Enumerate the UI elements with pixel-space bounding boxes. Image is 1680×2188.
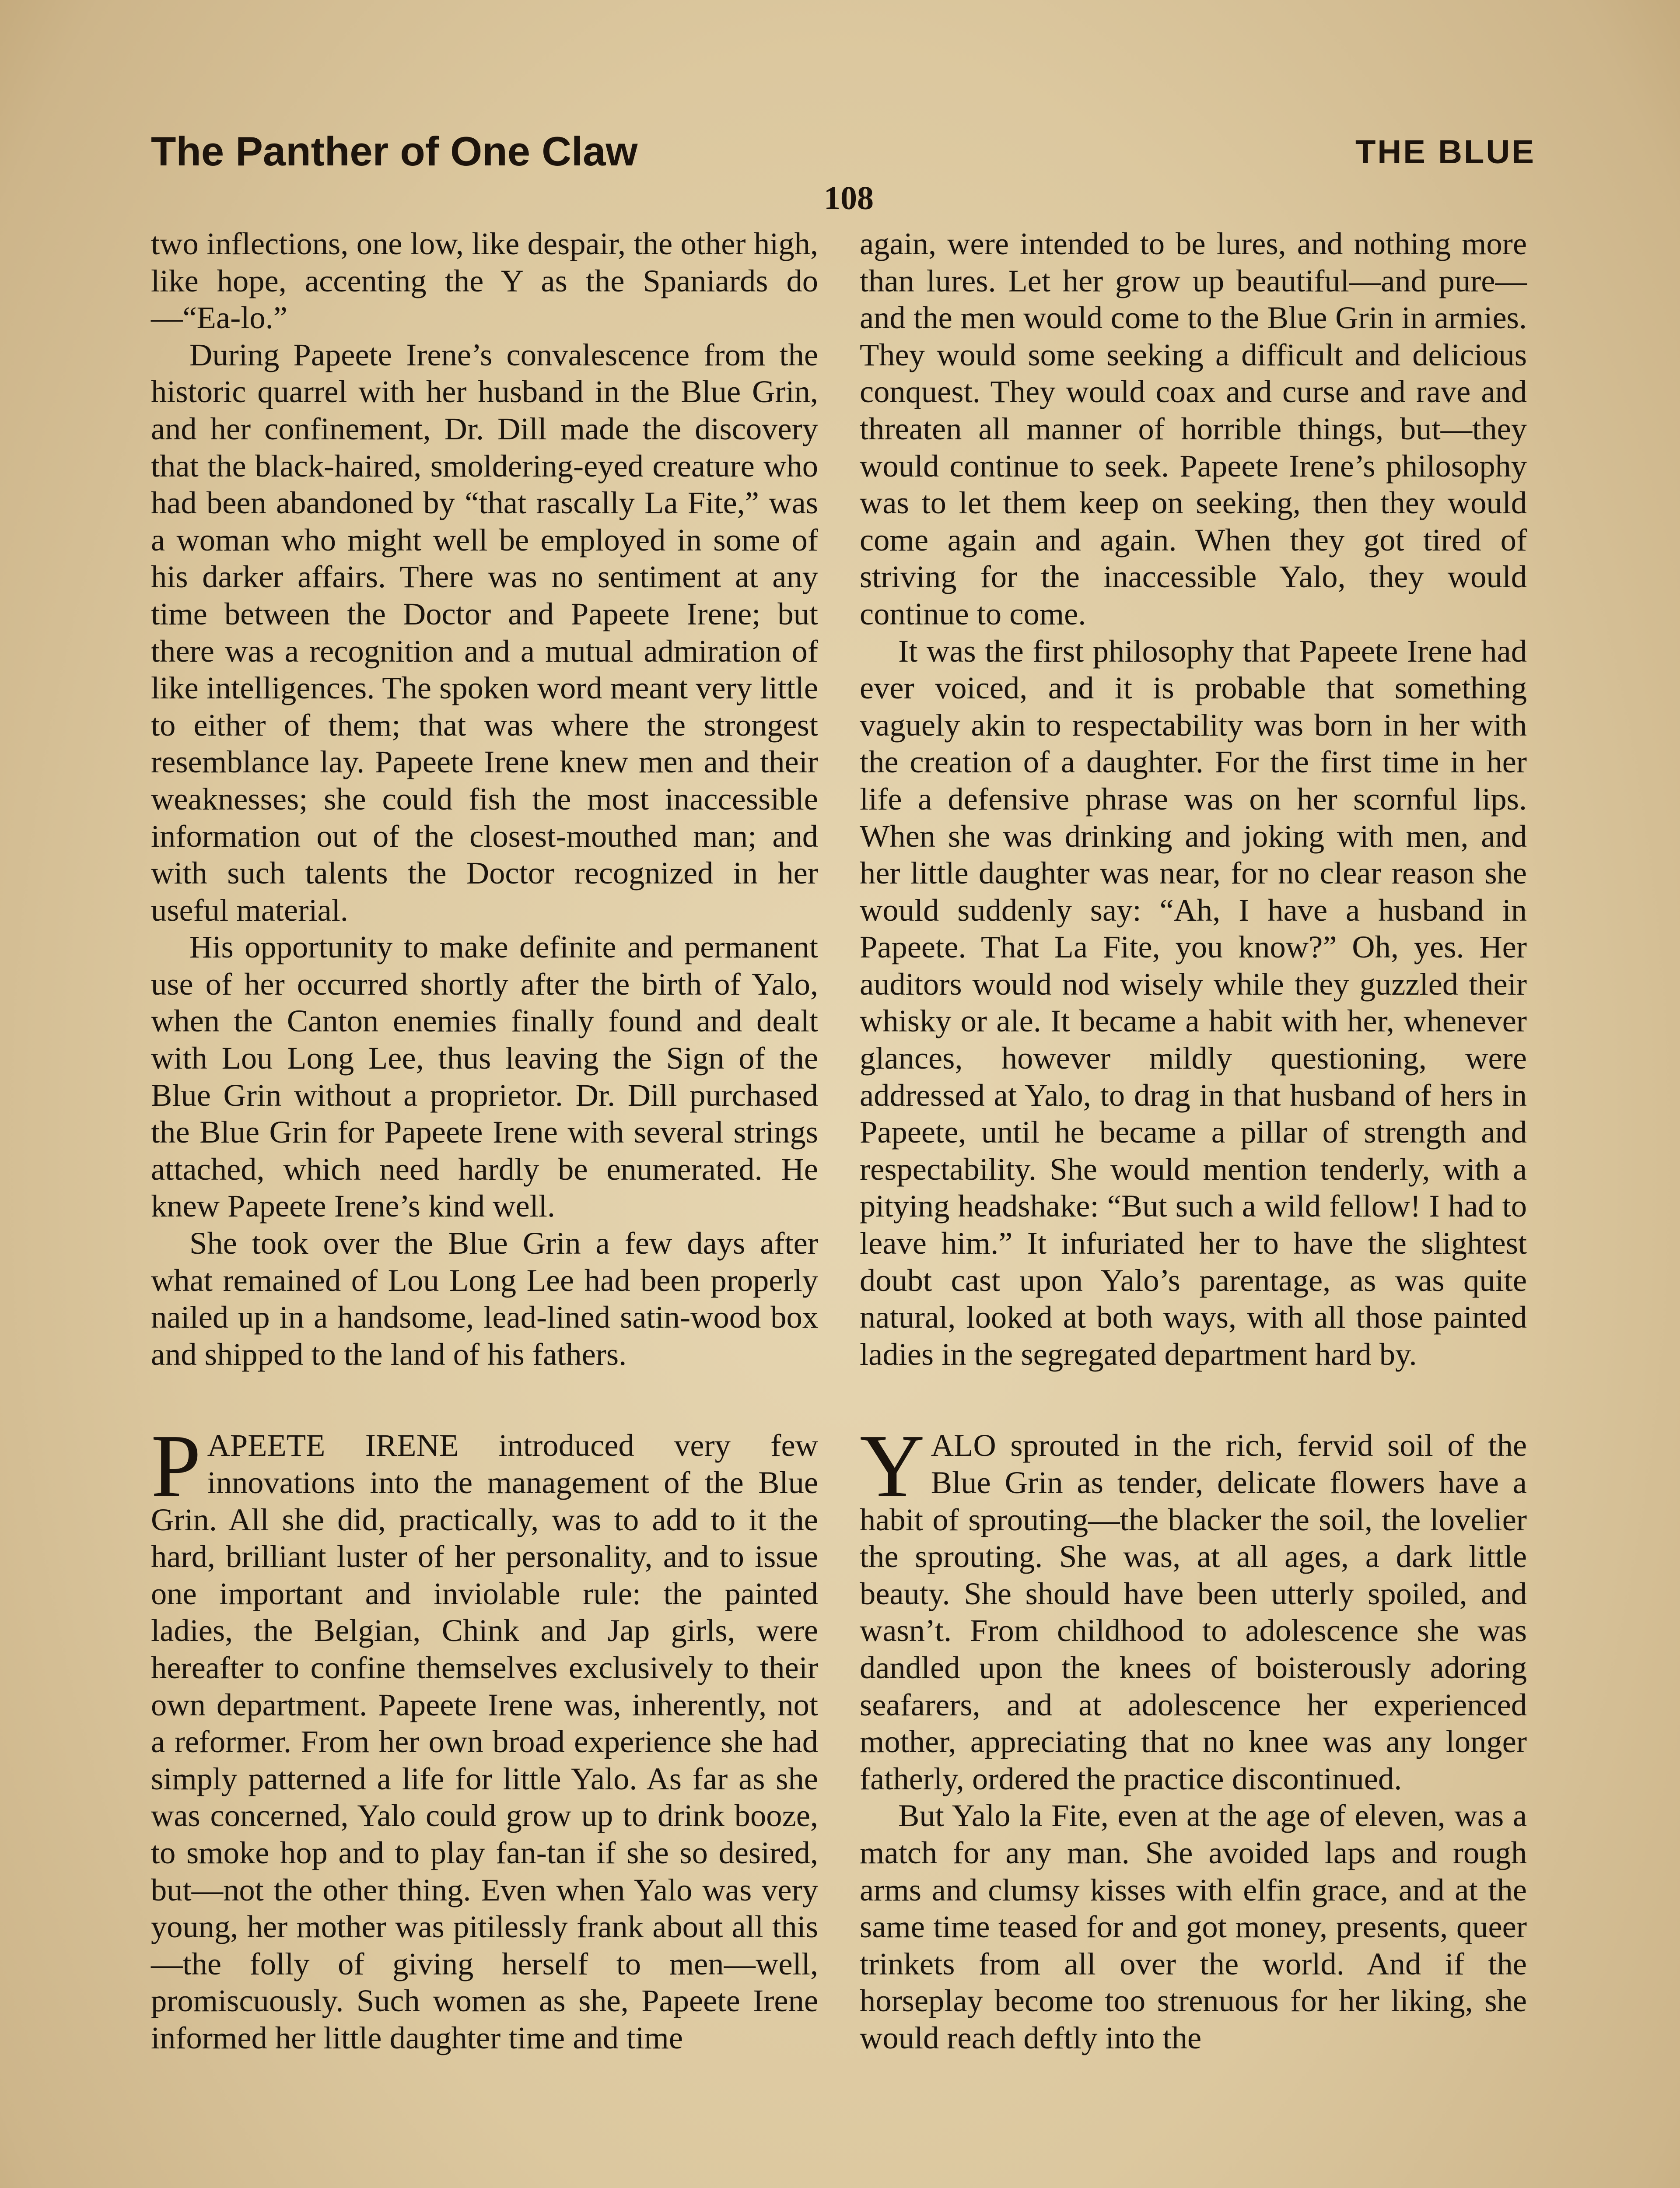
paragraph: During Papeete Irene’s convalescence from the historic quarrel with her husband in the Blue Grin, and her confinement, Dr. Dill made the discovery that the black-haired, smoldering-eyed creature who had been abandoned by “that rascally La Fite,” was a woman who might well be employed in some of his darker affairs. There was no sentiment at any time between the Doctor and Papeete Irene; but there was a recognition and a mutual admiration of like intelligences. The spoken word meant very little to either of them; that was where the strongest resemblance lay. Papeete Irene knew men and their weaknesses; she could fish the most inaccessible information out of the closest-mouthed man; and with such talents the Doctor recognized in her useful material. <box>151 337 818 928</box>
section-text: sprouted in the rich, fervid soil of the Blue Grin as tender, delicate flowers have a habit of sprouting—the blacker the soil, the lovelier the sprouting. She was, at all ages, a dark little beauty. She should have been utterly spoiled, and wasn’t. From childhood to adolescence she was dandled upon the knees of boisterously adoring seafarers, and at adolescence her experienced mother, appreciating that no knee was any longer fatherly, ordered the practice discontinued. <box>860 1427 1527 1796</box>
paragraph: She took over the Blue Grin a few days after what remained of Lou Long Lee had been properly nailed up in a handsome, lead-lined satin-wood box and shipped to the land of his fathers. <box>151 1225 818 1372</box>
magazine-title: THE BLUE <box>1355 133 1536 171</box>
drop-cap: Y <box>860 1416 925 1516</box>
section-text: introduced very few innovations into the management of the Blue Grin. All she did, practically, was to add to it the hard, brilliant luster of her personality, and to issue one important and inviolable rule: the painted ladies, the Belgian, Chink and Jap girls, were hereafter to confine themselves exclusively to their own department. Papeete Irene was, inherently, not a reformer. From her own broad experience she had simply patterned a life for little Yalo. As far as she was concerned, Yalo could grow up to drink booze, to smoke hop and to play fan-tan if she so desired, but—not the other thing. Even when Yalo was very young, her mother was pitilessly frank about all this—the folly of giving herself to men—well, promiscuously. Such women as she, Papeete Irene informed her little daughter time and time <box>151 1427 818 2055</box>
paragraph: again, were intended to be lures, and nothing more than lures. Let her grow up beautiful—and pure—and the men would come to the Blue Grin in armies. They would some seeking a difficult and delicious conquest. They would coax and curse and rave and threaten all manner of horrible things, but—they would continue to seek. Papeete Irene’s philosophy was to let them keep on seeking, then they would come again and again. When they got tired of striving for the inaccessible Yalo, they would continue to come. <box>860 226 1527 631</box>
drop-cap: P <box>151 1416 201 1516</box>
running-title: The Panther of One Claw <box>151 128 638 174</box>
lead-in: ALO <box>931 1427 996 1463</box>
page-number: 108 <box>824 180 874 217</box>
right-column <box>860 225 1527 2057</box>
paragraph: two inflections, one low, like despair, the other high, like hope, accenting the Y as the Spaniards do—“Ea-lo.” <box>151 226 818 336</box>
paragraph: His opportunity to make definite and permanent use of her occurred shortly after the birth of Yalo, when the Canton enemies finally found and dealt with Lou Long Lee, thus leaving the Sign of the Blue Grin without a proprietor. Dr. Dill purchased the Blue Grin for Papeete Irene with several strings attached, which need hardly be enumerated. He knew Papeete Irene’s kind well. <box>151 929 818 1224</box>
section-paragraph <box>151 1416 818 2056</box>
paragraph: It was the first philosophy that Papeete Irene had ever voiced, and it is probable that something vaguely akin to respectability was born in her with the creation of a daughter. For the first time in her life a defensive phrase was on her scornful lips. When she was drinking and joking with men, and her little daughter was near, for no clear reason she would suddenly say: “Ah, I have a husband in Papeete. That La Fite, you know?” Oh, yes. Her auditors would nod wisely while they guzzled their whisky or ale. It became a habit with her, whenever glances, however mildly questioning, were addressed at Yalo, to drag in that husband of hers in Papeete, until he became a pillar of strength and respectability. She would mention tenderly, with a pitying headshake: “But such a wild fellow! I had to leave him.” It infuriated her to have the slightest doubt cast upon Yalo’s parentage, as was quite natural, looked at both ways, with all those painted ladies in the segregated department hard by. <box>860 633 1527 1372</box>
paragraph: But Yalo la Fite, even at the age of eleven, was a match for any man. She avoided laps and rough arms and clumsy kisses with elfin grace, and at the same time teased for and got money, presents, queer trinkets from all over the world. And if the horseplay become too strenuous for her liking, she would reach deftly into the <box>860 1798 1527 2055</box>
section-paragraph <box>860 1416 1527 1797</box>
left-column <box>151 225 818 2057</box>
lead-in: APEETE IRENE <box>207 1427 459 1463</box>
